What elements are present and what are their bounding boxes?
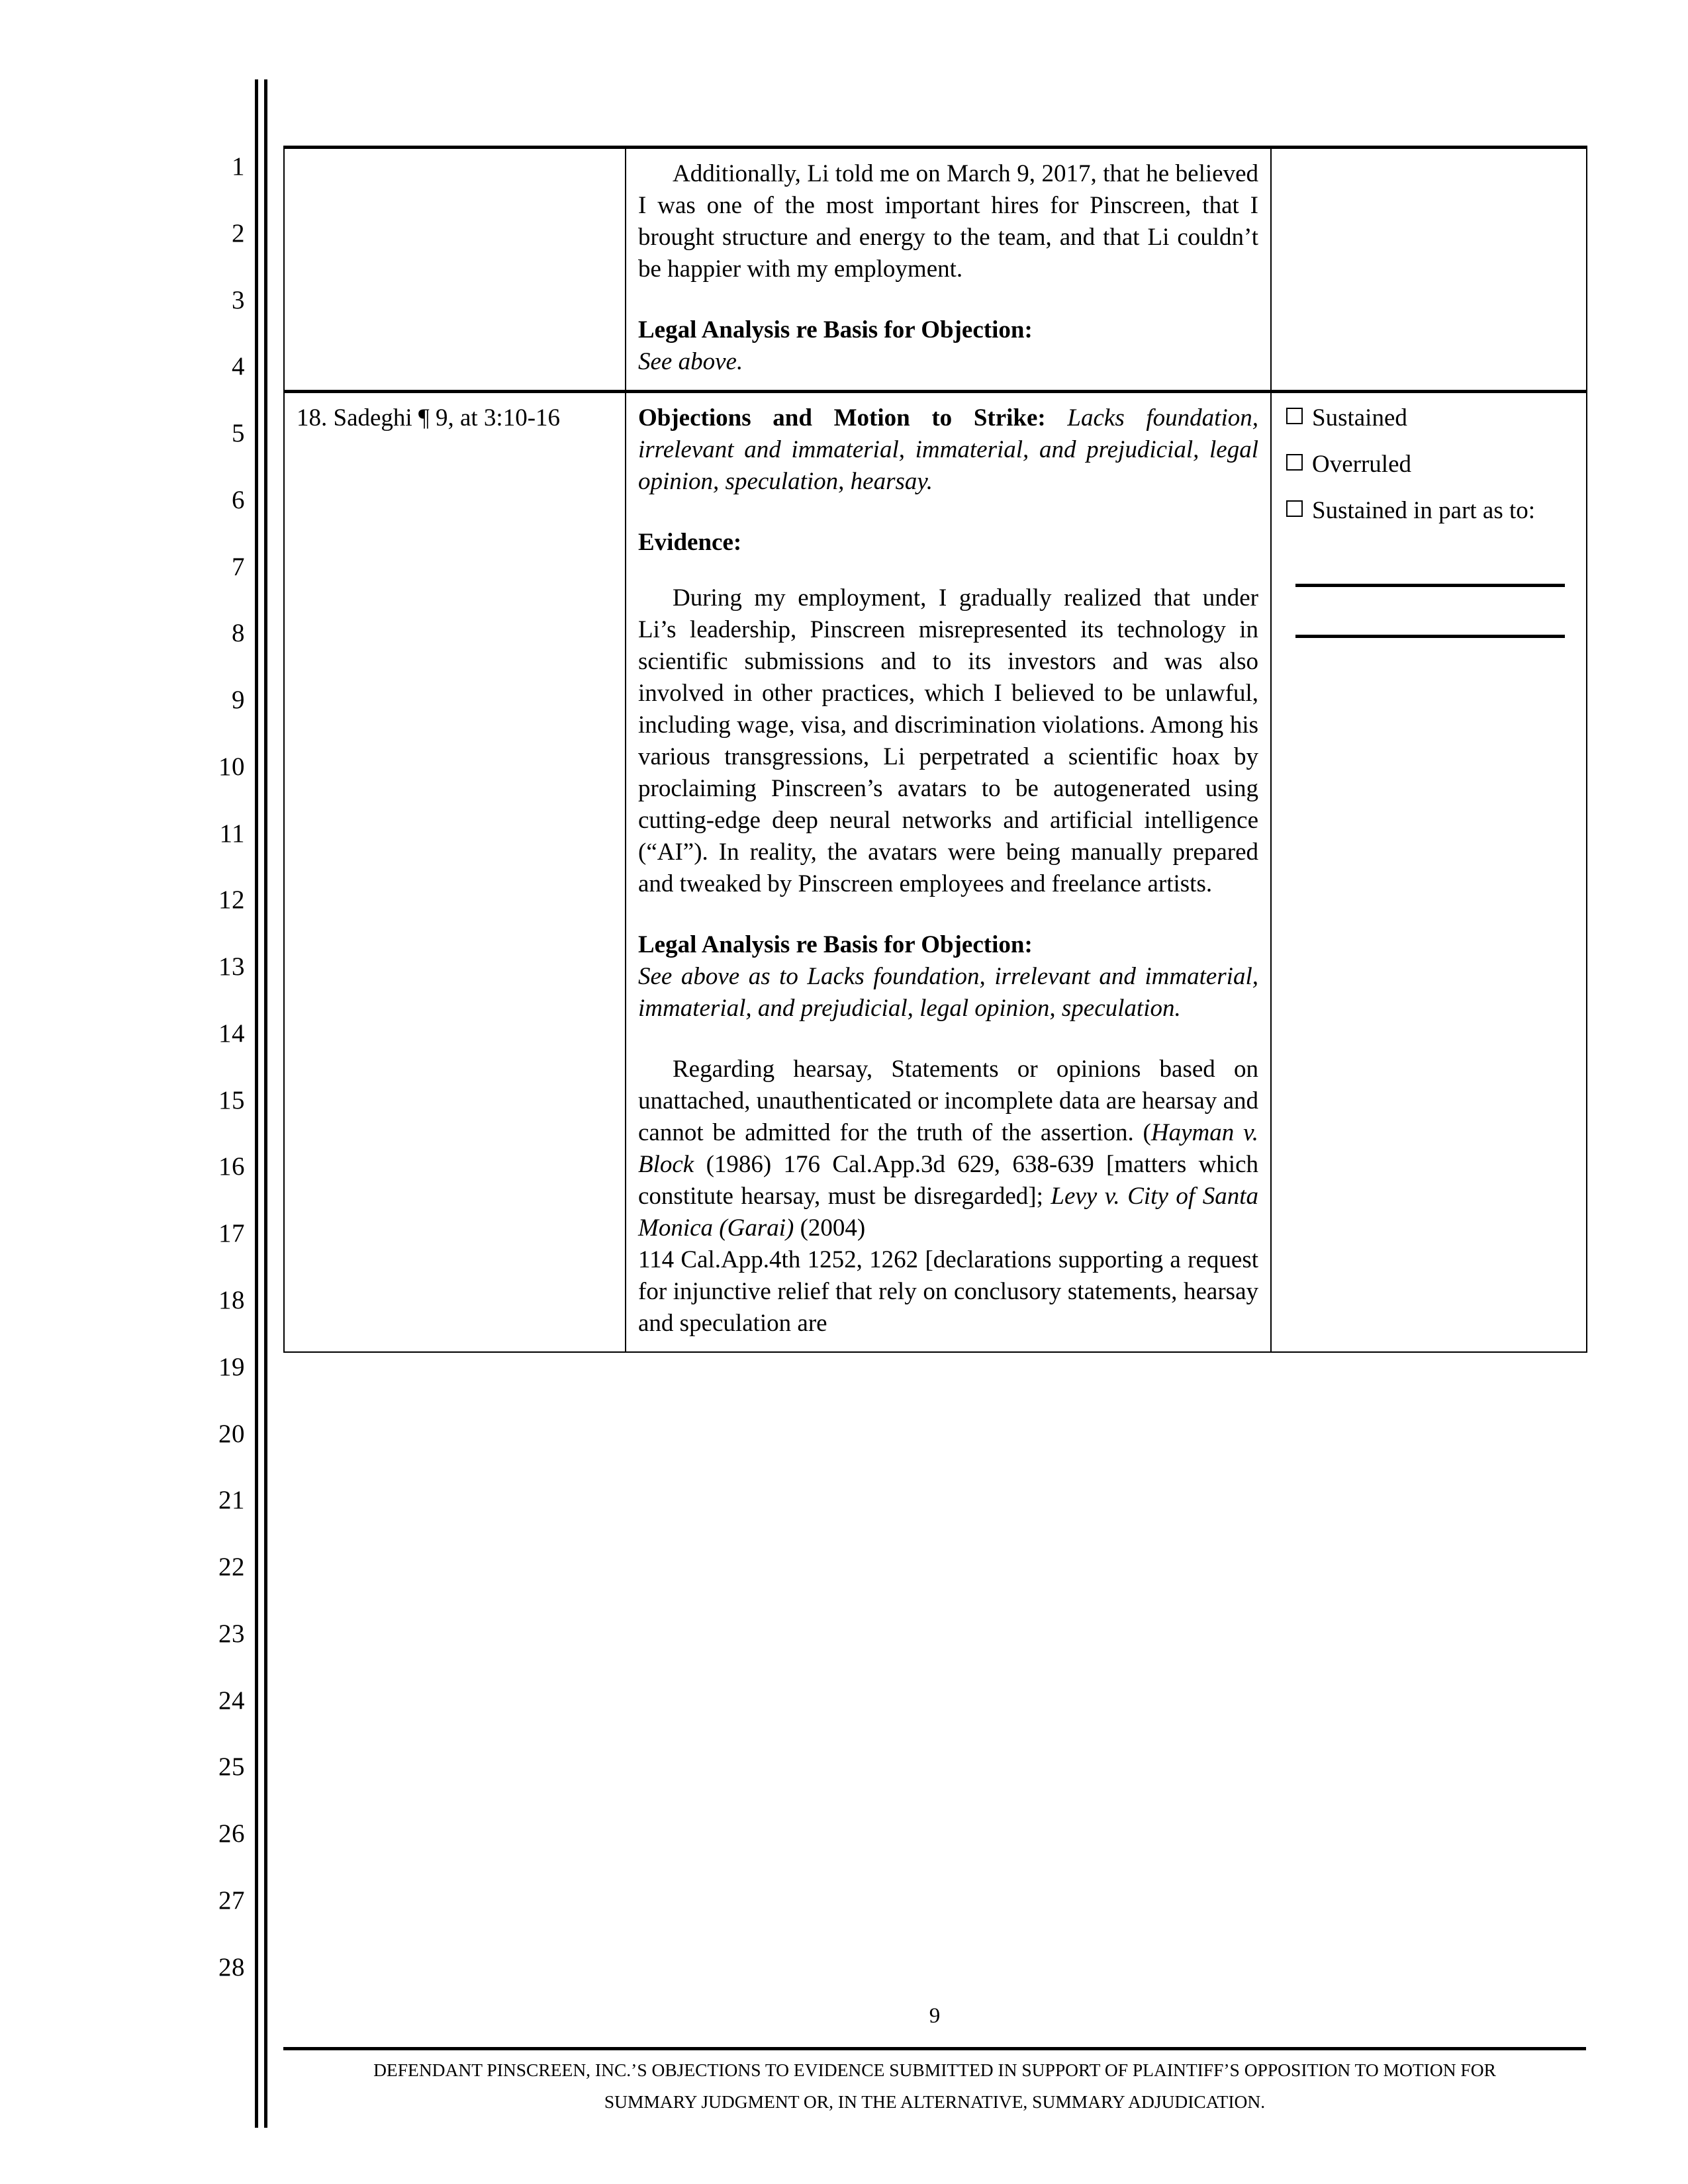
line-number: 22 bbox=[218, 1553, 245, 1582]
line-number: 4 bbox=[232, 352, 245, 381]
ruling-option-sustained-in-part[interactable] bbox=[1286, 495, 1575, 527]
line-number: 24 bbox=[218, 1686, 245, 1715]
legal-analysis-body: See above. bbox=[638, 348, 743, 375]
line-number-column bbox=[199, 154, 245, 1980]
footer-line-2: SUMMARY JUDGMENT OR, IN THE ALTERNATIVE, SUMMARY ADJUDICATION. bbox=[604, 2091, 1266, 2112]
hearsay-analysis-paragraph bbox=[638, 1054, 1258, 1244]
line-number: 7 bbox=[232, 552, 245, 581]
line-number: 12 bbox=[218, 886, 245, 915]
line-number: 6 bbox=[232, 485, 245, 514]
checkbox-icon[interactable] bbox=[1286, 454, 1303, 471]
table-row bbox=[284, 148, 1587, 392]
footer-divider bbox=[283, 2047, 1586, 2050]
objection-statement bbox=[638, 402, 1258, 498]
footer-caption bbox=[283, 2054, 1586, 2118]
line-number: 8 bbox=[232, 619, 245, 648]
ruling-fill-in-line[interactable] bbox=[1295, 635, 1565, 638]
line-number: 23 bbox=[218, 1619, 245, 1648]
content-cell bbox=[626, 148, 1271, 392]
evidence-heading: Evidence: bbox=[638, 529, 742, 556]
legal-analysis-heading: Legal Analysis re Basis for Objection: bbox=[638, 931, 1033, 958]
hearsay-text-part-2: (1986) 176 Cal.App.3d 629, 638-639 [matters which constitute hearsay, must be disregarded]; bbox=[638, 1151, 1258, 1210]
line-number: 19 bbox=[218, 1352, 245, 1381]
pleading-rule-outer bbox=[255, 79, 258, 2128]
line-number: 26 bbox=[218, 1819, 245, 1848]
line-number: 20 bbox=[218, 1419, 245, 1448]
line-number: 28 bbox=[218, 1952, 245, 1981]
source-cell bbox=[284, 148, 626, 392]
line-number: 2 bbox=[232, 218, 245, 248]
ruling-option-label: Overruled bbox=[1312, 451, 1411, 478]
line-number: 3 bbox=[232, 285, 245, 314]
ruling-option-label: Sustained in part as to: bbox=[1312, 497, 1536, 524]
ruling-options-empty bbox=[1272, 149, 1586, 170]
table-row bbox=[284, 392, 1587, 1353]
ruling-fill-in-line[interactable] bbox=[1295, 584, 1565, 587]
source-citation: 18. Sadeghi ¶ 9, at 3:10-16 bbox=[297, 404, 561, 432]
objection-heading: Objections and Motion to Strike: bbox=[638, 404, 1046, 432]
ruling-options bbox=[1272, 393, 1586, 650]
pleading-rule-inner bbox=[264, 79, 267, 2128]
page-number: 9 bbox=[929, 2004, 941, 2028]
checkbox-icon[interactable] bbox=[1286, 500, 1303, 517]
ruling-option-sustained[interactable] bbox=[1286, 402, 1575, 434]
ruling-cell bbox=[1271, 392, 1587, 1353]
objection-grounds: Lacks foundation, irrelevant and immaterial, immaterial, and prejudicial, legal opinion, speculation, hearsay. bbox=[638, 404, 1258, 495]
line-number: 11 bbox=[219, 819, 245, 848]
hearsay-text-part-1: Regarding hearsay, Statements or opinions based on unattached, unauthenticated or incomplete data are hearsay and cannot be admitted for the truth of the assertion. ( bbox=[638, 1056, 1258, 1146]
ruling-option-overruled[interactable] bbox=[1286, 449, 1575, 480]
legal-analysis-body: See above as to Lacks foundation, irrelevant and immaterial, immaterial, and prejudicial, legal opinion, speculation. bbox=[638, 963, 1258, 1022]
line-number: 18 bbox=[218, 1286, 245, 1315]
ruling-cell bbox=[1271, 148, 1587, 392]
content-cell bbox=[626, 392, 1271, 1353]
source-cell bbox=[284, 392, 626, 1353]
hearsay-analysis-continued: 114 Cal.App.4th 1252, 1262 [declarations supporting a request for injunctive relief that rely on conclusory statements, hearsay and speculation are bbox=[638, 1246, 1258, 1337]
hearsay-text-part-3: (2004) bbox=[794, 1214, 866, 1242]
line-number: 1 bbox=[232, 152, 245, 181]
line-number: 13 bbox=[218, 952, 245, 981]
line-number: 10 bbox=[218, 752, 245, 781]
case-citation-levy: Levy v. City of Santa Monica (Garai) bbox=[638, 1183, 1258, 1242]
legal-analysis-heading: Legal Analysis re Basis for Objection: bbox=[638, 316, 1033, 343]
line-number: 14 bbox=[218, 1019, 245, 1048]
footer-line-1: DEFENDANT PINSCREEN, INC.’S OBJECTIONS TO EVIDENCE SUBMITTED IN SUPPORT OF PLAINTIFF’S OPPOSITION TO MOTION FOR bbox=[373, 2060, 1496, 2080]
line-number: 25 bbox=[218, 1752, 245, 1782]
line-number: 27 bbox=[218, 1886, 245, 1915]
line-number: 5 bbox=[232, 419, 245, 448]
objections-table bbox=[283, 146, 1587, 1353]
line-number: 15 bbox=[218, 1085, 245, 1115]
evidence-paragraph: During my employment, I gradually realized that under Li’s leadership, Pinscreen misrepresented its technology in scientific submissions and to its investors and was also involved in other practices, which I believed to be unlawful, including wage, visa, and discrimination violations. Among his various transgressions, Li perpetrated a scientific hoax by proclaiming Pinscreen’s avatars to be autogenerated using cutting-edge deep neural networks and artificial intelligence (“AI”). In reality, the avatars were being manually prepared and tweaked by Pinscreen employees and freelance artists. bbox=[638, 584, 1258, 897]
line-number: 21 bbox=[218, 1486, 245, 1515]
checkbox-icon[interactable] bbox=[1286, 408, 1303, 424]
evidence-paragraph: Additionally, Li told me on March 9, 2017, that he believed I was one of the most important hires for Pinscreen, that I brought structure and energy to the team, and that Li couldn’t be happier with my employment. bbox=[638, 160, 1258, 283]
case-citation-hayman: Hayman v. Block bbox=[638, 1119, 1258, 1178]
ruling-option-label: Sustained bbox=[1312, 404, 1407, 432]
line-number: 16 bbox=[218, 1152, 245, 1181]
line-number: 9 bbox=[232, 686, 245, 715]
line-number: 17 bbox=[218, 1219, 245, 1248]
